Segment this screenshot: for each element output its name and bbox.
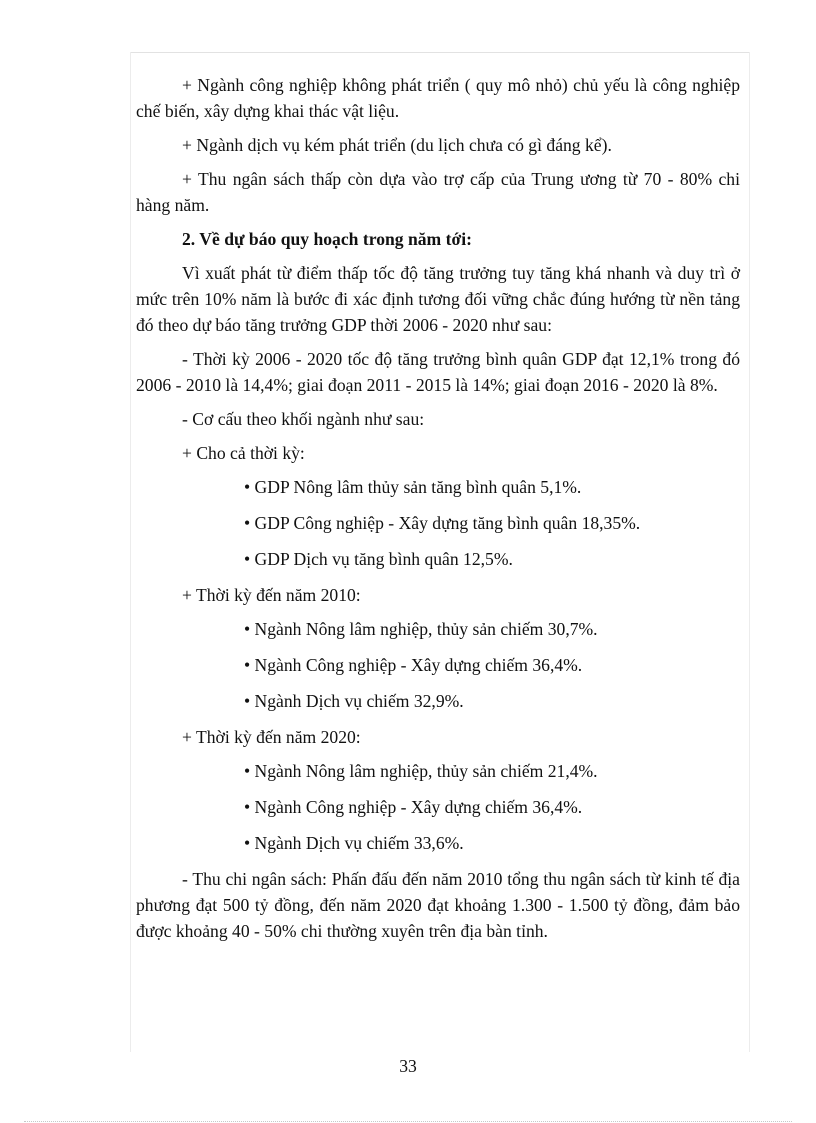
paragraph-budget-plan: - Thu chi ngân sách: Phấn đấu đến năm 2010 tổng thu ngân sách từ kinh tế địa phương đạt 500 tỷ đồng, đến năm 2020 đạt khoảng 1.300 - 1.500 tỷ đồng, đảm bảo được khoảng 40 - 50% chi thường xuyên trên địa bàn tỉnh. <box>136 869 740 941</box>
section-heading: 2. Về dự báo quy hoạch trong năm tới: <box>182 229 472 249</box>
page-bottom-separator <box>24 1121 792 1122</box>
page-frame-left-edge <box>130 52 131 1052</box>
paragraph-intro: Vì xuất phát từ điểm thấp tốc độ tăng trưởng tuy tăng khá nhanh và duy trì ở mức trên 10% năm là bước đi xác định tương đối vững chắc đúng hướng từ nền tảng đó theo dự báo tăng trưởng GDP thời 2006 - 2020 như sau: <box>136 263 740 335</box>
period-2020-label: + Thời kỳ đến năm 2020: <box>182 727 361 747</box>
list-item: • GDP Dịch vụ tăng bình quân 12,5%. <box>244 549 513 569</box>
list-item: • GDP Nông lâm thủy sản tăng bình quân 5,1%. <box>244 477 582 497</box>
list-item: • Ngành Dịch vụ chiếm 32,9%. <box>244 691 464 711</box>
paragraph-budget-revenue: + Thu ngân sách thấp còn dựa vào trợ cấp của Trung ương từ 70 - 80% chi hàng năm. <box>136 169 740 215</box>
page-frame-right-edge <box>749 52 750 1052</box>
list-item: • GDP Công nghiệp - Xây dựng tăng bình quân 18,35%. <box>244 513 641 533</box>
list-item: • Ngành Công nghiệp - Xây dựng chiếm 36,4%. <box>244 655 583 675</box>
list-item: • Ngành Công nghiệp - Xây dựng chiếm 36,4%. <box>244 797 583 817</box>
paragraph-industry: + Ngành công nghiệp không phát triển ( quy mô nhỏ) chủ yếu là công nghiệp chế biến, xây dựng khai thác vật liệu. <box>136 75 740 121</box>
list-item: • Ngành Dịch vụ chiếm 33,6%. <box>244 833 464 853</box>
period-all-label: + Cho cả thời kỳ: <box>182 443 305 463</box>
list-item: • Ngành Nông lâm nghiệp, thủy sản chiếm 21,4%. <box>244 761 598 781</box>
period-2010-label: + Thời kỳ đến năm 2010: <box>182 585 361 605</box>
document-body <box>136 72 740 952</box>
page-frame-top-edge <box>130 52 750 53</box>
page-number: 33 <box>399 1056 417 1076</box>
structure-label: - Cơ cấu theo khối ngành như sau: <box>182 409 425 429</box>
list-item: • Ngành Nông lâm nghiệp, thủy sản chiếm 30,7%. <box>244 619 598 639</box>
paragraph-services: + Ngành dịch vụ kém phát triển (du lịch chưa có gì đáng kể). <box>182 135 612 155</box>
paragraph-growth: - Thời kỳ 2006 - 2020 tốc độ tăng trưởng bình quân GDP đạt 12,1% trong đó 2006 - 2010 là 14,4%; giai đoạn 2011 - 2015 là 14%; giai đoạn 2016 - 2020 là 8%. <box>136 349 740 395</box>
